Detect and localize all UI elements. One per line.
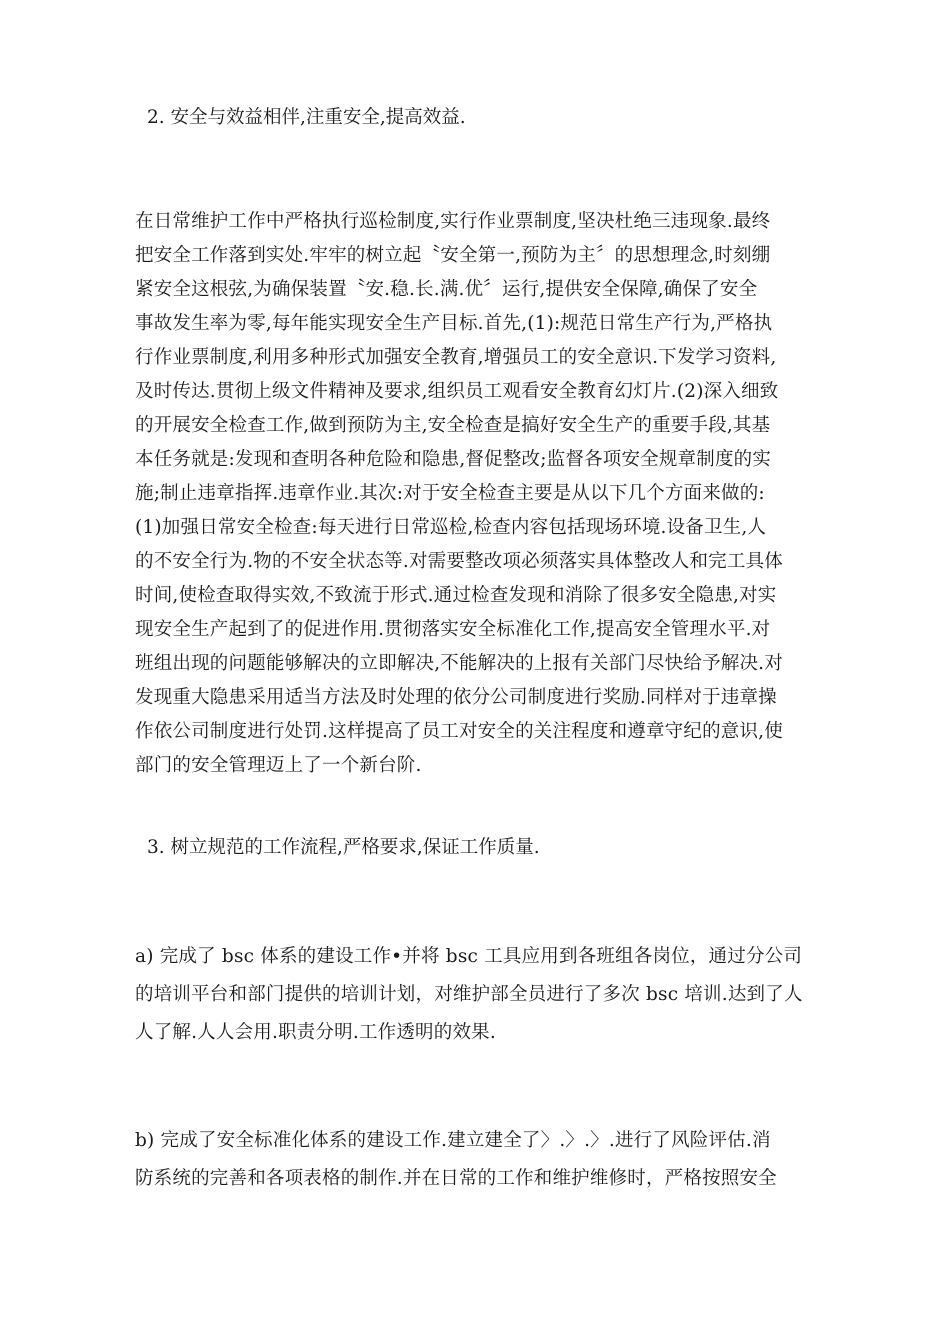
text-line: 的培训平台和部门提供的培训计划，对维护部全员进行了多次 bsc 培训.达到了人 [135,984,803,1005]
text-line: 发现重大隐患采用适当方法及时处理的依分公司制度进行奖励.同样对于违章操 [135,687,777,708]
section-heading-2: 2. 安全与效益相伴,注重安全,提高效益. [147,107,466,128]
text-line: 在日常维护工作中严格执行巡检制度,实行作业票制度,坚决杜绝三违现象.最终 [135,211,771,232]
text-line: 班组出现的问题能够解决的立即解决,不能解决的上报有关部门尽快给予解决.对 [135,653,783,674]
text-line: 紧安全这根弦,为确保装置〝安.稳.长.满.优〞运行,提供安全保障,确保了安全 [135,279,758,300]
text-line: a) 完成了 bsc 体系的建设工作•并将 bsc 工具应用到各班组各岗位，通过分公司 [135,946,803,967]
section-heading-3: 3. 树立规范的工作流程,严格要求,保证工作质量. [147,837,540,858]
paragraph-safety [135,205,815,783]
text-line: 行作业票制度,利用多种形式加强安全教育,增强员工的安全意识.下发学习资料, [135,347,777,368]
text-line: 本任务就是:发现和查明各种危险和隐患,督促整改;监督各项安全规章制度的实 [135,449,772,470]
text-line: 作依公司制度进行处罚.这样提高了员工对安全的关注程度和遵章守纪的意识,使 [135,721,783,742]
text-line: 部门的安全管理迈上了一个新台阶. [135,755,422,776]
text-line: 施;制止违章指挥.违章作业.其次:对于安全检查主要是从以下几个方面来做的: [135,483,765,504]
paragraph-a [135,938,815,1052]
paragraph-b [135,1122,815,1198]
text-line: b) 完成了安全标准化体系的建设工作.建立建全了〉.〉.〉.进行了风险评估.消 [135,1130,771,1151]
text-line: 及时传达.贯彻上级文件精神及要求,组织员工观看安全教育幻灯片.(2)深入细致 [135,381,779,402]
text-line: 人了解.人人会用.职责分明.工作透明的效果. [135,1022,496,1043]
text-line: 的开展安全检查工作,做到预防为主,安全检查是搞好安全生产的重要手段,其基 [135,415,771,436]
text-line: 现安全生产起到了的促进作用.贯彻落实安全标准化工作,提高安全管理水平.对 [135,619,771,640]
text-line: (1)加强日常安全检查:每天进行日常巡检,检查内容包括现场环境.设备卫生,人 [135,517,767,538]
text-line: 的不安全行为.物的不安全状态等.对需要整改项必须落实具体整改人和完工具体 [135,551,783,572]
text-line: 防系统的完善和各项表格的制作.并在日常的工作和维护维修时，严格按照安全 [135,1168,777,1189]
text-line: 时间,使检查取得实效,不致流于形式.通过检查发现和消除了很多安全隐患,对实 [135,585,777,606]
text-line: 把安全工作落到实处.牢牢的树立起〝安全第一,预防为主〞的思想理念,时刻绷 [135,245,771,266]
text-line: 事故发生率为零,每年能实现安全生产目标.首先,(1):规范日常生产行为,严格执 [135,313,773,334]
